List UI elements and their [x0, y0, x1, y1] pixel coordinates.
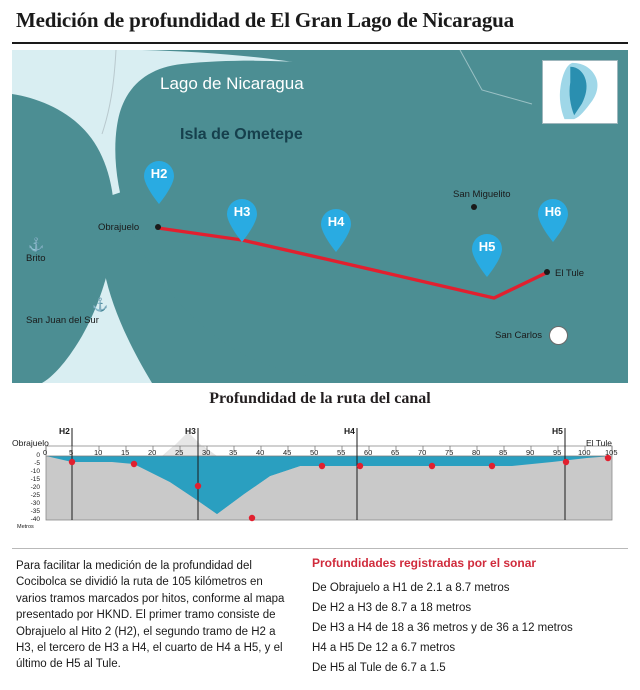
- map-marker-h2[interactable]: [142, 160, 176, 205]
- chart-ytick-10: -10: [30, 468, 40, 475]
- chart-xtick-65: 65: [391, 448, 400, 457]
- chart-ytick-5: -5: [34, 460, 40, 467]
- chart-xtick-10: 10: [94, 448, 103, 457]
- chart-xtick-40: 40: [256, 448, 265, 457]
- chart-hito-label-h4: H4: [344, 426, 355, 436]
- chart-ytick-20: -20: [30, 484, 40, 491]
- chart-xtick-60: 60: [364, 448, 373, 457]
- map-marker-h3[interactable]: [225, 198, 259, 243]
- sonar-item-3: De H3 a H4 de 18 a 36 metros y de 36 a 12 metros: [312, 622, 573, 634]
- city-dot-san-miguelito: [471, 204, 477, 210]
- chart-xtick-5: 5: [69, 448, 74, 457]
- inset-map-graphic: [543, 61, 615, 121]
- chart-hito-label-h5: H5: [552, 426, 563, 436]
- chart-xtick-75: 75: [445, 448, 454, 457]
- city-label-el-tule: El Tule: [555, 268, 585, 279]
- chart-xtick-100: 100: [578, 448, 591, 457]
- map-lake-label: Lago de Nicaragua: [160, 74, 304, 93]
- title-divider: [12, 42, 628, 44]
- map-marker-label-h5: H5: [478, 239, 496, 254]
- map-pin-icon: [225, 198, 259, 243]
- map-marker-label-h6: H6: [544, 204, 562, 219]
- chart-xtick-95: 95: [553, 448, 562, 457]
- chart-xtick-55: 55: [337, 448, 346, 457]
- chart-xtick-20: 20: [148, 448, 157, 457]
- map-marker-label-h4: H4: [327, 214, 345, 229]
- city-label-san-carlos: San Carlos: [495, 330, 542, 341]
- chart-end-label: El Tule: [586, 438, 612, 448]
- city-label-san-miguelito: San Miguelito: [453, 189, 511, 200]
- sonar-item-1: De Obrajuelo a H1 de 2.1 a 8.7 metros: [312, 582, 510, 594]
- sonar-list: [312, 578, 630, 678]
- map-pin-icon: [470, 233, 504, 278]
- chart-xtick-25: 25: [175, 448, 184, 457]
- map-island-label: Isla de Ometepe: [180, 126, 303, 143]
- chart-ytick-35: -35: [30, 508, 40, 515]
- city-dot-el-tule: [544, 269, 550, 275]
- city-label-brito: Brito: [26, 253, 46, 264]
- chart-ytick-15: -15: [30, 476, 40, 483]
- chart-xtick-45: 45: [283, 448, 292, 457]
- chart-xtick-105: 105: [605, 448, 618, 457]
- chart-xtick-30: 30: [202, 448, 211, 457]
- page-title: Medición de profundidad de El Gran Lago de Nicaragua: [16, 8, 514, 32]
- anchor-icon-san-juan: ⚓: [92, 297, 109, 312]
- section-divider: [12, 548, 628, 549]
- chart-xtick-80: 80: [472, 448, 481, 457]
- map-panel: [12, 50, 628, 383]
- city-label-san-juan-del-sur: San Juan del Sur: [26, 315, 99, 326]
- sonar-item-5: De H5 al Tule de 6.7 a 1.5: [312, 662, 446, 674]
- chart-xtick-35: 35: [229, 448, 238, 457]
- depth-profile-graphic: [12, 414, 628, 540]
- map-pin-icon: [536, 198, 570, 243]
- chart-xtick-70: 70: [418, 448, 427, 457]
- chart-hito-label-h3: H3: [185, 426, 196, 436]
- sonar-item-4: H4 a H5 De 12 a 6.7 metros: [312, 642, 456, 654]
- chart-xtick-85: 85: [499, 448, 508, 457]
- chart-ytick-25: -25: [30, 492, 40, 499]
- chart-xtick-0: 0: [43, 448, 48, 457]
- sonar-item-2: De H2 a H3 de 8.7 a 18 metros: [312, 602, 472, 614]
- city-label-obrajuelo: Obrajuelo: [98, 222, 140, 233]
- map-marker-label-h2: H2: [150, 166, 168, 181]
- map-marker-label-h3: H3: [233, 204, 251, 219]
- map-pin-icon: [142, 160, 176, 205]
- profile-title: Profundidad de la ruta del canal: [209, 390, 431, 407]
- inset-locator-map: [542, 60, 618, 124]
- chart-xtick-50: 50: [310, 448, 319, 457]
- chart-ytick-30: -30: [30, 500, 40, 507]
- chart-ytick-40: -40: [30, 516, 40, 523]
- chart-xtick-90: 90: [526, 448, 535, 457]
- anchor-icon-brito: ⚓: [28, 237, 45, 252]
- chart-hito-label-h2: H2: [59, 426, 70, 436]
- map-pin-icon: [319, 208, 353, 253]
- map-marker-h5[interactable]: [470, 233, 504, 278]
- chart-y-axis-unit: Metros: [17, 524, 34, 530]
- map-marker-h6[interactable]: [536, 198, 570, 243]
- city-dot-san-carlos: [549, 326, 568, 345]
- chart-start-label: Obrajuelo: [12, 438, 49, 448]
- chart-ytick-0: 0: [36, 452, 40, 459]
- chart-xtick-15: 15: [121, 448, 130, 457]
- city-dot-obrajuelo: [155, 224, 161, 230]
- map-marker-h4[interactable]: [319, 208, 353, 253]
- sonar-heading: Profundidades registradas por el sonar: [312, 556, 537, 570]
- description-text: Para facilitar la medición de la profundidad del Cocibolca se dividió la ruta de 105 kilómetros en varios tramos marcados por hitos, conforme al mapa presentado por HKND. El primer tramo consiste de Obrajuelo al Hito 2 (H2), el segundo tramo de H2 a H3, el tercero de H3 a H4, el cuarto de H4 a H5, y el último de H5 al Tule.: [16, 560, 285, 671]
- depth-profile-chart: [12, 414, 628, 540]
